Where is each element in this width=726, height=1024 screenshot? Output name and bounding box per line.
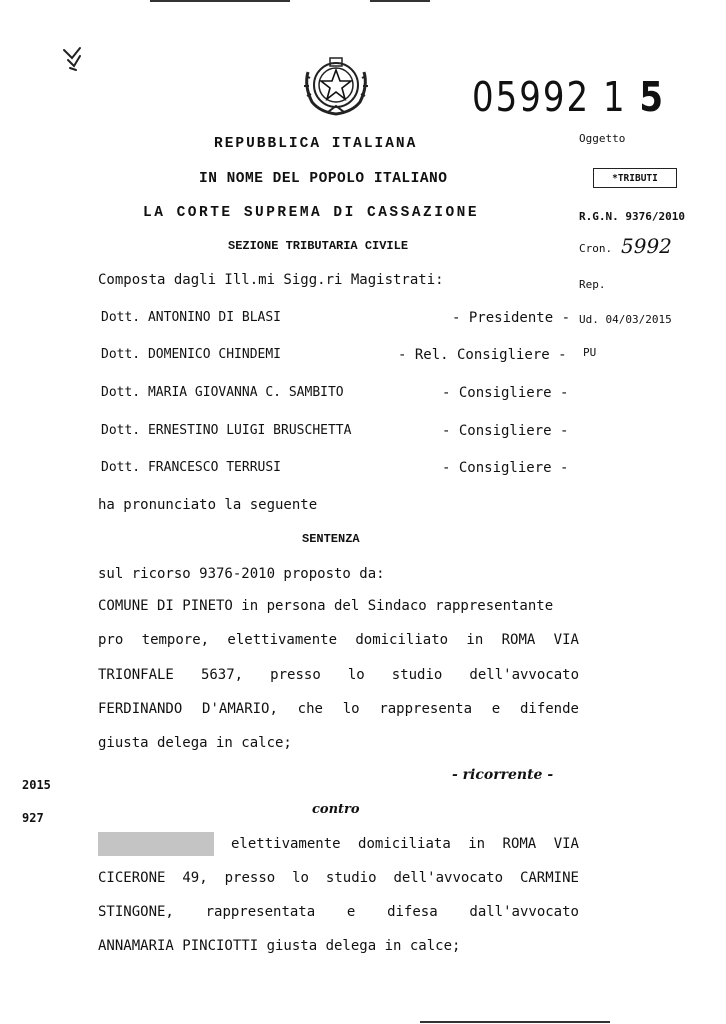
text-fragment: TRIONFALE	[98, 667, 174, 683]
judge-name: Dott. DOMENICO CHINDEMI	[101, 347, 282, 362]
text-fragment: che	[297, 701, 323, 717]
paragraph-line	[98, 667, 579, 683]
text-fragment: in	[466, 632, 484, 648]
rep-label: Rep.	[579, 278, 606, 291]
margin-year: 2015	[22, 778, 51, 792]
paragraph-line	[98, 598, 579, 614]
text-fragment: rappresentata	[205, 904, 316, 920]
subject-tag: *TRIBUTI	[593, 168, 677, 188]
text-fragment: 5637,	[200, 667, 244, 683]
text-fragment: D'AMARIO,	[202, 701, 278, 717]
text-fragment: dell'avvocato	[393, 870, 504, 886]
pu-label: PU	[583, 346, 597, 359]
composition-intro: Composta dagli Ill.mi Sigg.ri Magistrati:	[98, 272, 444, 288]
text-fragment: rappresenta	[379, 701, 473, 717]
judge-role: - Presidente -	[452, 310, 571, 326]
text-fragment: lo	[347, 667, 365, 683]
heading-sezione: SEZIONE TRIBUTARIA CIVILE	[228, 239, 409, 253]
judge-name: Dott. ERNESTINO LUIGI BRUSCHETTA	[101, 423, 352, 438]
contro-label: contro	[312, 802, 360, 817]
scan-edge-line	[420, 1021, 610, 1023]
text-fragment: elettivamente	[227, 632, 337, 648]
judge-name: Dott. MARIA GIOVANNA C. SAMBITO	[101, 385, 344, 400]
pronounced-text: ha pronunciato la seguente	[98, 497, 318, 513]
text-fragment: elettivamente	[231, 836, 341, 852]
text-fragment: presso	[270, 667, 321, 683]
text-fragment: e	[346, 904, 356, 920]
heading-repubblica: REPUBBLICA ITALIANA	[214, 136, 418, 152]
paragraph-line	[98, 701, 579, 717]
ricorso-line: sul ricorso 9376-2010 proposto da:	[98, 566, 385, 582]
judge-role: - Consigliere -	[442, 385, 569, 401]
text-fragment: FERDINANDO	[98, 701, 183, 717]
oggetto-label: Oggetto	[579, 132, 626, 145]
text-fragment: dall'avvocato	[469, 904, 579, 920]
text-fragment: VIA	[553, 632, 579, 648]
judge-role: - Consigliere -	[442, 460, 569, 476]
text-fragment: ROMA	[502, 836, 537, 852]
text-fragment: difende	[519, 701, 579, 717]
text-fragment: STINGONE,	[98, 904, 174, 920]
text-fragment: pro	[98, 632, 124, 648]
scan-edge-line	[370, 0, 430, 2]
italian-republic-emblem-icon	[300, 52, 372, 118]
scan-edge-line	[150, 0, 290, 2]
paragraph-line	[98, 904, 579, 920]
judge-name: Dott. ANTONINO DI BLASI	[101, 310, 282, 325]
judge-role: - Consigliere -	[442, 423, 569, 439]
text-fragment: CICERONE	[98, 870, 166, 886]
text-fragment: in	[468, 836, 486, 852]
paragraph-line	[98, 632, 579, 648]
paragraph-line: ANNAMARIA PINCIOTTI giusta delega in calce;	[98, 938, 461, 954]
judge-role: - Rel. Consigliere -	[398, 347, 567, 363]
handwritten-mark-icon	[60, 44, 86, 72]
paragraph-line	[98, 870, 579, 886]
heading-in-nome: IN NOME DEL POPOLO ITALIANO	[199, 171, 448, 187]
heading-corte: LA CORTE SUPREMA DI CASSAZIONE	[143, 205, 480, 221]
text-fragment: difesa	[387, 904, 438, 920]
text-fragment: e	[491, 701, 501, 717]
margin-number: 927	[22, 811, 44, 825]
text-fragment: studio	[325, 870, 377, 886]
sentenza-heading: SENTENZA	[302, 532, 360, 546]
redacted-name	[98, 832, 214, 856]
cron-label: Cron.	[579, 242, 613, 255]
text-fragment: lo	[342, 701, 360, 717]
text-fragment: domiciliata	[358, 836, 451, 852]
text-fragment: dell'avvocato	[469, 667, 579, 683]
text-fragment: tempore,	[141, 632, 210, 648]
text-fragment: domiciliato	[355, 632, 449, 648]
text-fragment: CARMINE	[519, 870, 579, 886]
text-fragment: 49,	[182, 870, 208, 886]
rgn-label: R.G.N. 9376/2010	[579, 210, 685, 223]
text-fragment: studio	[391, 667, 443, 683]
text-fragment: VIA	[553, 836, 579, 852]
paragraph-line	[231, 836, 579, 852]
text-fragment: 05992 1	[472, 74, 627, 122]
text-fragment: presso	[224, 870, 276, 886]
text-fragment: ROMA	[501, 632, 536, 648]
text-fragment: 5	[639, 74, 666, 122]
cron-handwritten-number: 5992	[621, 234, 672, 258]
ricorrente-label: - ricorrente -	[452, 767, 554, 783]
text-fragment: lo	[292, 870, 309, 886]
hearing-date: Ud. 04/03/2015	[579, 313, 672, 326]
paragraph-line: giusta delega in calce;	[98, 735, 292, 751]
text-fragment: COMUNE DI PINETO in persona del Sindaco rappresentante	[98, 598, 554, 614]
stamp-number	[472, 74, 665, 122]
judge-name: Dott. FRANCESCO TERRUSI	[101, 460, 282, 475]
